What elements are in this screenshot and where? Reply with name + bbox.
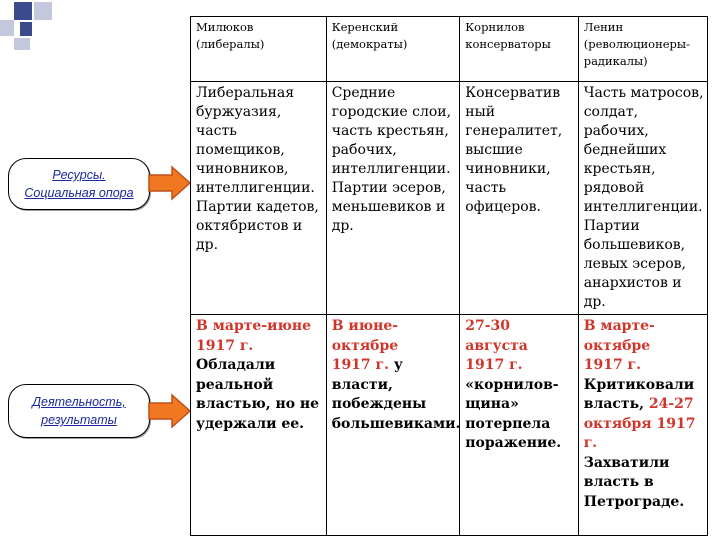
decor-square xyxy=(34,2,52,20)
row-label-activity-line2: результаты xyxy=(41,413,117,427)
cell-line: интеллигенции. xyxy=(196,180,315,196)
cell-line: Партии кадетов, xyxy=(196,199,319,215)
cell-line: анархистов и др. xyxy=(583,275,682,310)
cell-line: Петрограде. xyxy=(583,493,685,510)
cell-line: Часть матросов, xyxy=(583,85,704,101)
date-text: 1917 г. xyxy=(196,337,254,354)
header-name: Ленин xyxy=(583,20,624,34)
cell-line: Партии xyxy=(583,218,640,234)
row-label-resources-line2: Социальная опора xyxy=(24,186,134,200)
cell-line: власть в xyxy=(583,474,654,490)
header-party: радикалы) xyxy=(583,54,648,68)
cell-line: чиновники, xyxy=(465,161,551,177)
header-party: (демократы) xyxy=(331,37,408,51)
header-name: Корнилов xyxy=(465,20,525,34)
row-label-resources xyxy=(8,158,150,210)
row-label-resources-line1: Ресурсы. xyxy=(52,168,106,182)
date-text: октября 1917 г. xyxy=(583,415,696,451)
cell-line: ный xyxy=(465,104,496,120)
arrow-right-icon xyxy=(148,393,192,429)
cell-line: часть xyxy=(465,180,507,196)
row-label-activity-line1: Деятельность, xyxy=(32,395,126,409)
cell-text: власть, xyxy=(583,396,649,412)
cell-line: чиновников, xyxy=(196,161,289,177)
activity-cell-milyukov xyxy=(191,315,327,536)
date-text: В марте-июне xyxy=(196,318,312,334)
cell-line: властью, но не xyxy=(196,396,320,412)
resources-row xyxy=(191,82,708,315)
cell-line: большевиков, xyxy=(583,237,686,253)
cell-line: рабочих, xyxy=(331,142,397,158)
activity-row xyxy=(191,315,708,536)
header-party: (либералы) xyxy=(196,37,265,51)
cell-text: у власти, xyxy=(331,357,403,393)
cell-line: Захватили xyxy=(583,454,670,471)
date-text: В июне-октябре xyxy=(331,318,399,354)
date-text: 1917 г. xyxy=(465,357,523,373)
cell-line: Средние xyxy=(331,85,396,101)
cell-line: генералитет, xyxy=(465,123,563,139)
header-cell-kerensky xyxy=(326,17,460,82)
cell-line: интеллигенции. xyxy=(331,161,451,177)
header-row xyxy=(191,17,708,82)
cell-line: интеллигенции. xyxy=(583,199,703,215)
date-text: В марте-октябре xyxy=(583,318,655,354)
decor-square xyxy=(0,20,14,36)
cell-text: Обладали xyxy=(196,357,276,373)
resources-cell-milyukov xyxy=(191,82,327,315)
decor-square xyxy=(20,22,32,36)
cell-line: Критиковали xyxy=(583,376,695,393)
cell-line: часть xyxy=(196,123,237,139)
arrow-right-icon xyxy=(148,165,192,201)
decor-square xyxy=(14,2,32,20)
header-name: Керенский xyxy=(331,20,399,34)
cell-line: поражение. xyxy=(465,435,562,451)
cell-line: часть крестьян, xyxy=(331,123,449,139)
cell-line: др. xyxy=(331,218,354,234)
date-text: 1917 г. xyxy=(583,357,642,373)
resources-cell-lenin xyxy=(578,82,707,315)
date-text: 24-27 xyxy=(648,396,694,412)
resources-cell-kerensky xyxy=(326,82,460,315)
header-party: (революционеры- xyxy=(583,37,690,51)
header-cell-kornilov xyxy=(460,17,578,82)
cell-line: др. xyxy=(196,237,219,253)
header-cell-milyukov xyxy=(191,17,327,82)
header-cell-lenin xyxy=(578,17,707,82)
activity-cell-kornilov xyxy=(460,315,578,536)
cell-line: солдат, рабочих, xyxy=(583,104,649,139)
cell-line: беднейших xyxy=(583,142,667,158)
activity-cell-lenin xyxy=(578,315,707,536)
row-label-activity xyxy=(8,384,150,438)
header-name: Милюков xyxy=(196,20,254,34)
cell-line: удержали ее. xyxy=(196,415,305,432)
cell-line: Консерватив xyxy=(465,85,561,101)
activity-cell-kerensky xyxy=(326,315,460,536)
cell-line: Партии эсеров, xyxy=(331,180,446,196)
cell-line: «корнилов- xyxy=(465,376,559,393)
cell-line: щина» xyxy=(465,396,519,412)
cell-line: помещиков, xyxy=(196,142,285,158)
comparison-table xyxy=(190,16,708,536)
decor-square xyxy=(14,38,30,50)
cell-line: рядовой xyxy=(583,180,645,196)
cell-line: большевиками. xyxy=(331,415,461,432)
cell-line: Либеральная xyxy=(196,85,295,101)
cell-line: меньшевиков и xyxy=(331,199,446,215)
resources-cell-kornilov xyxy=(460,82,578,315)
cell-line: буржуазия, xyxy=(196,104,282,120)
cell-line: левых эсеров, xyxy=(583,256,686,272)
cell-line: офицеров. xyxy=(465,199,541,215)
header-party: консерваторы xyxy=(465,37,551,51)
cell-line: потерпела xyxy=(465,415,551,432)
date-text: 27-30 августа xyxy=(465,318,528,354)
cell-line: крестьян, xyxy=(583,161,656,177)
cell-line: реальной xyxy=(196,376,274,393)
cell-line: городские слои, xyxy=(331,104,452,120)
date-text: 1917 г. xyxy=(331,357,389,373)
cell-line: побеждены xyxy=(331,396,427,412)
cell-line: октябристов и xyxy=(196,218,303,234)
cell-line: высшие xyxy=(465,142,523,158)
